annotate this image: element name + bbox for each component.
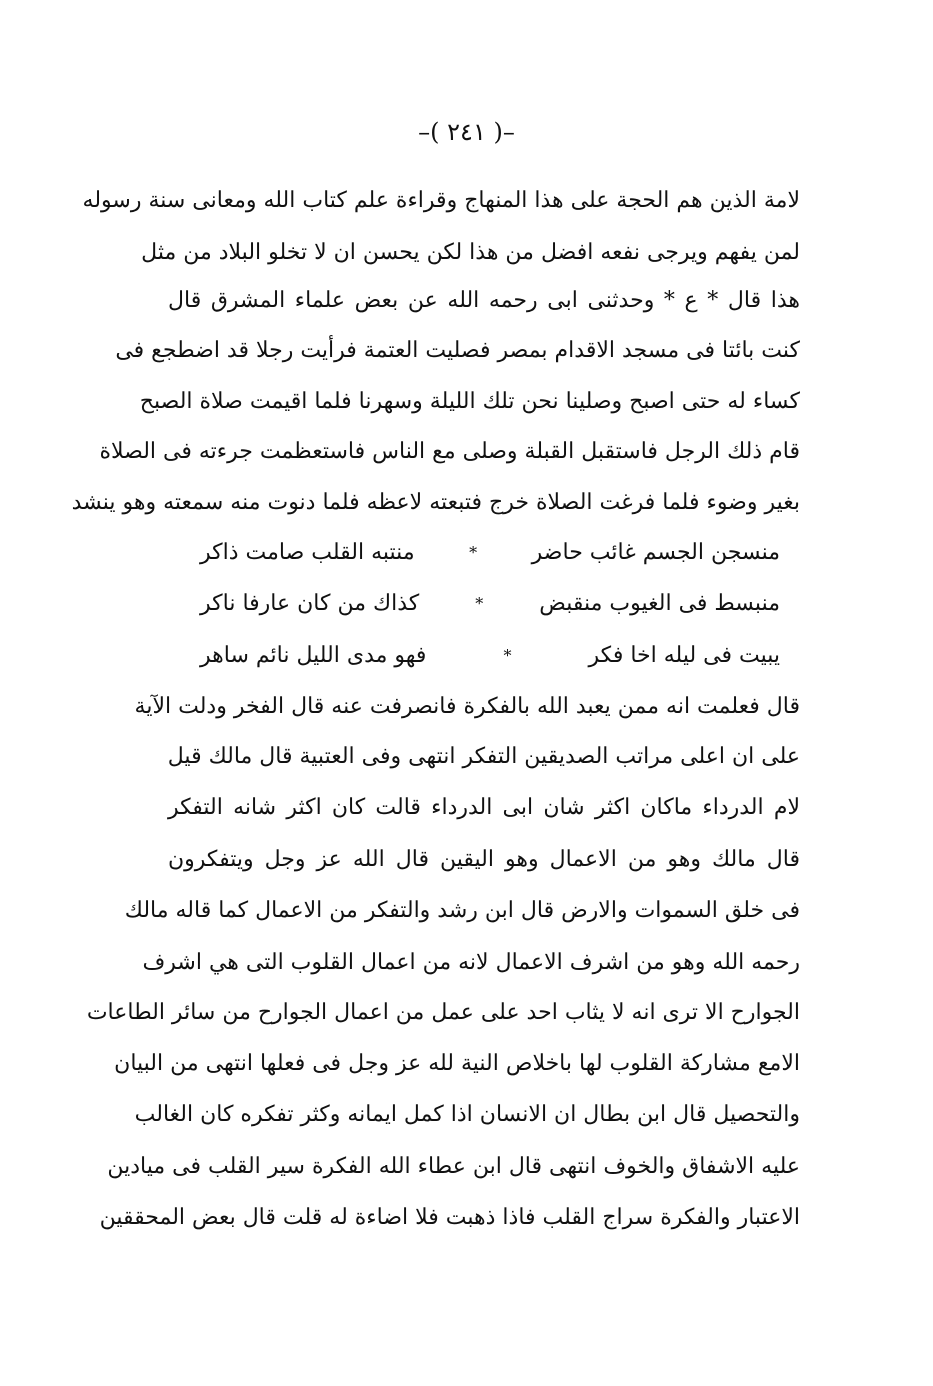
text-line: لمن يفهم ويرجى نفعه افضل من هذا لكن يحسن ان لا تخلو البلاد من مثل xyxy=(141,240,800,265)
page-number: –( ٢٤١ )– xyxy=(418,118,515,146)
text-line: الامع مشاركة القلوب لها باخلاص النية لله عز وجل فى فعلها انتهى من البيان xyxy=(114,1051,800,1076)
text-line: لام الدرداء ماكان اكثر شان ابى الدرداء قالت كان اكثر شانه التفكر xyxy=(168,795,800,820)
text-line: لامة الذين هم الحجة على هذا المنهاج وقراءة علم كتاب الله ومعانى سنة رسوله xyxy=(82,188,800,213)
text-line: الاعتبار والفكرة سراج القلب فاذا ذهبت فلا اضاءة له قلت قال بعض المحققين xyxy=(99,1205,800,1230)
text-line: رحمه الله وهو من اشرف الاعمال لانه من اعمال القلوب التى هي اشرف xyxy=(142,950,800,975)
verse-line xyxy=(200,589,780,619)
text-line: قال مالك وهو من الاعمال وهو اليقين قال الله عز وجل ويتفكرون xyxy=(168,847,800,872)
text-line: والتحصيل قال ابن بطال ان الانسان اذا كمل ايمانه وكثر تفكره كان الغالب xyxy=(134,1102,800,1127)
text-line: قال فعلمت انه ممن يعبد الله بالفكرة فانصرفت عنه قال الفخر ودلت الآية xyxy=(134,694,800,719)
verse-second-hemistich: منتبه القلب صامت ذاكر xyxy=(200,540,415,565)
text-line: بغير وضوء فلما فرغت الصلاة خرج فتبعته لاعظه فلما دنوت منه سمعته وهو ينشد xyxy=(71,490,800,515)
verse-second-hemistich: كذاك من كان عارفا ناكر xyxy=(200,591,420,616)
text-line: عليه الاشفاق والخوف انتهى قال ابن عطاء الله الفكرة سير القلب فى ميادين xyxy=(107,1154,800,1179)
verse-separator: * xyxy=(469,543,478,562)
verse-second-hemistich: فهو مدى الليل نائم ساهر xyxy=(200,643,427,668)
text-line: كنت بائتا فى مسجد الاقدام بمصر فصليت العتمة فرأيت رجلا قد اضطجع فى xyxy=(115,338,800,363)
text-line: الجوارح الا ترى انه لا يثاب احد على عمل من اعمال الجوارح من سائر الطاعات xyxy=(86,1000,800,1025)
text-line: قام ذلك الرجل فاستقبل القبلة وصلى مع الناس فاستعظمت جرءته فى الصلاة xyxy=(99,439,800,464)
text-line: كساء له حتى اصبح وصلينا نحن تلك الليلة وسهرنا فلما اقيمت صلاة الصبح xyxy=(139,389,800,414)
verse-line xyxy=(200,538,780,568)
text-line: على ان اعلى مراتب الصديقين التفكر انتهى وفى العتبية قال مالك قيل xyxy=(167,744,800,769)
verse-separator: * xyxy=(503,646,512,665)
text-line: هذا قال * ع * وحدثنى ابى رحمه الله عن بعض علماء المشرق قال xyxy=(168,288,800,313)
verse-line xyxy=(200,641,780,671)
verse-first-hemistich: يبيت فى ليله اخا فكر xyxy=(588,643,780,668)
verse-first-hemistich: منسجن الجسم غائب حاضر xyxy=(531,540,780,565)
text-line: فى خلق السموات والارض قال ابن رشد والتفكر من الاعمال كما قاله مالك xyxy=(124,898,800,923)
verse-separator: * xyxy=(475,594,484,613)
verse-first-hemistich: منبسط فى الغيوب منقبض xyxy=(539,591,780,616)
